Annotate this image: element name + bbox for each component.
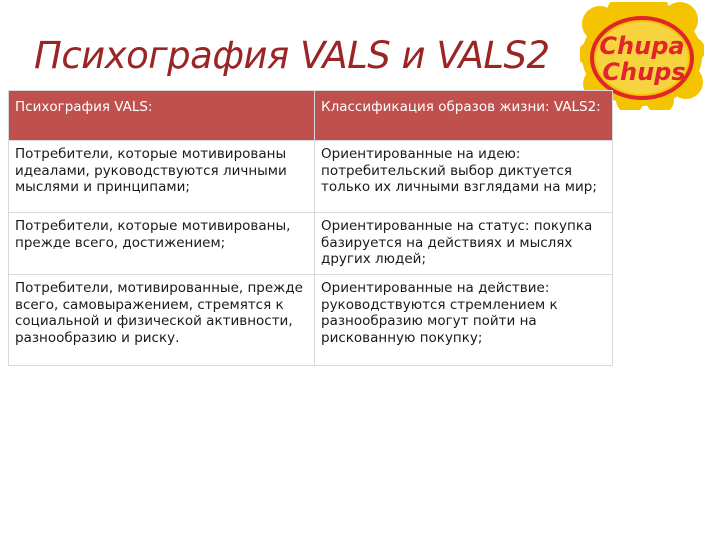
logo-text-line1: Chupa: [599, 32, 685, 60]
table-cell: Ориентированные на идею: потребительский выбор диктуется только их личными взглядами на мир;: [315, 141, 613, 213]
table-row: [9, 213, 613, 275]
vals-comparison-table: [8, 90, 613, 366]
table-cell: Ориентированные на статус: покупка базируется на действиях и мыслях других людей;: [315, 213, 613, 275]
table-cell: Потребители, которые мотивированы идеалами, руководствуются личными мыслями и принципами;: [9, 141, 315, 213]
logo-text-line2: Chups: [602, 58, 686, 86]
table-cell: Потребители, мотивированные, прежде всего, самовыражением, стремятся к социальной и физической активности, разнообразию и риску.: [9, 275, 315, 366]
table-cell: Ориентированные на действие: руководствуются стремлением к разнообразию могут пойти на рискованную покупку;: [315, 275, 613, 366]
page-title: Психография VALS и VALS2: [34, 34, 550, 77]
table-row: [9, 141, 613, 213]
table-row: [9, 275, 613, 366]
table-header-row: [9, 91, 613, 141]
header-vals2: Классификация образов жизни: VALS2:: [315, 91, 613, 141]
header-vals: Психография VALS:: [9, 91, 315, 141]
table-cell: Потребители, которые мотивированы, прежде всего, достижением;: [9, 213, 315, 275]
